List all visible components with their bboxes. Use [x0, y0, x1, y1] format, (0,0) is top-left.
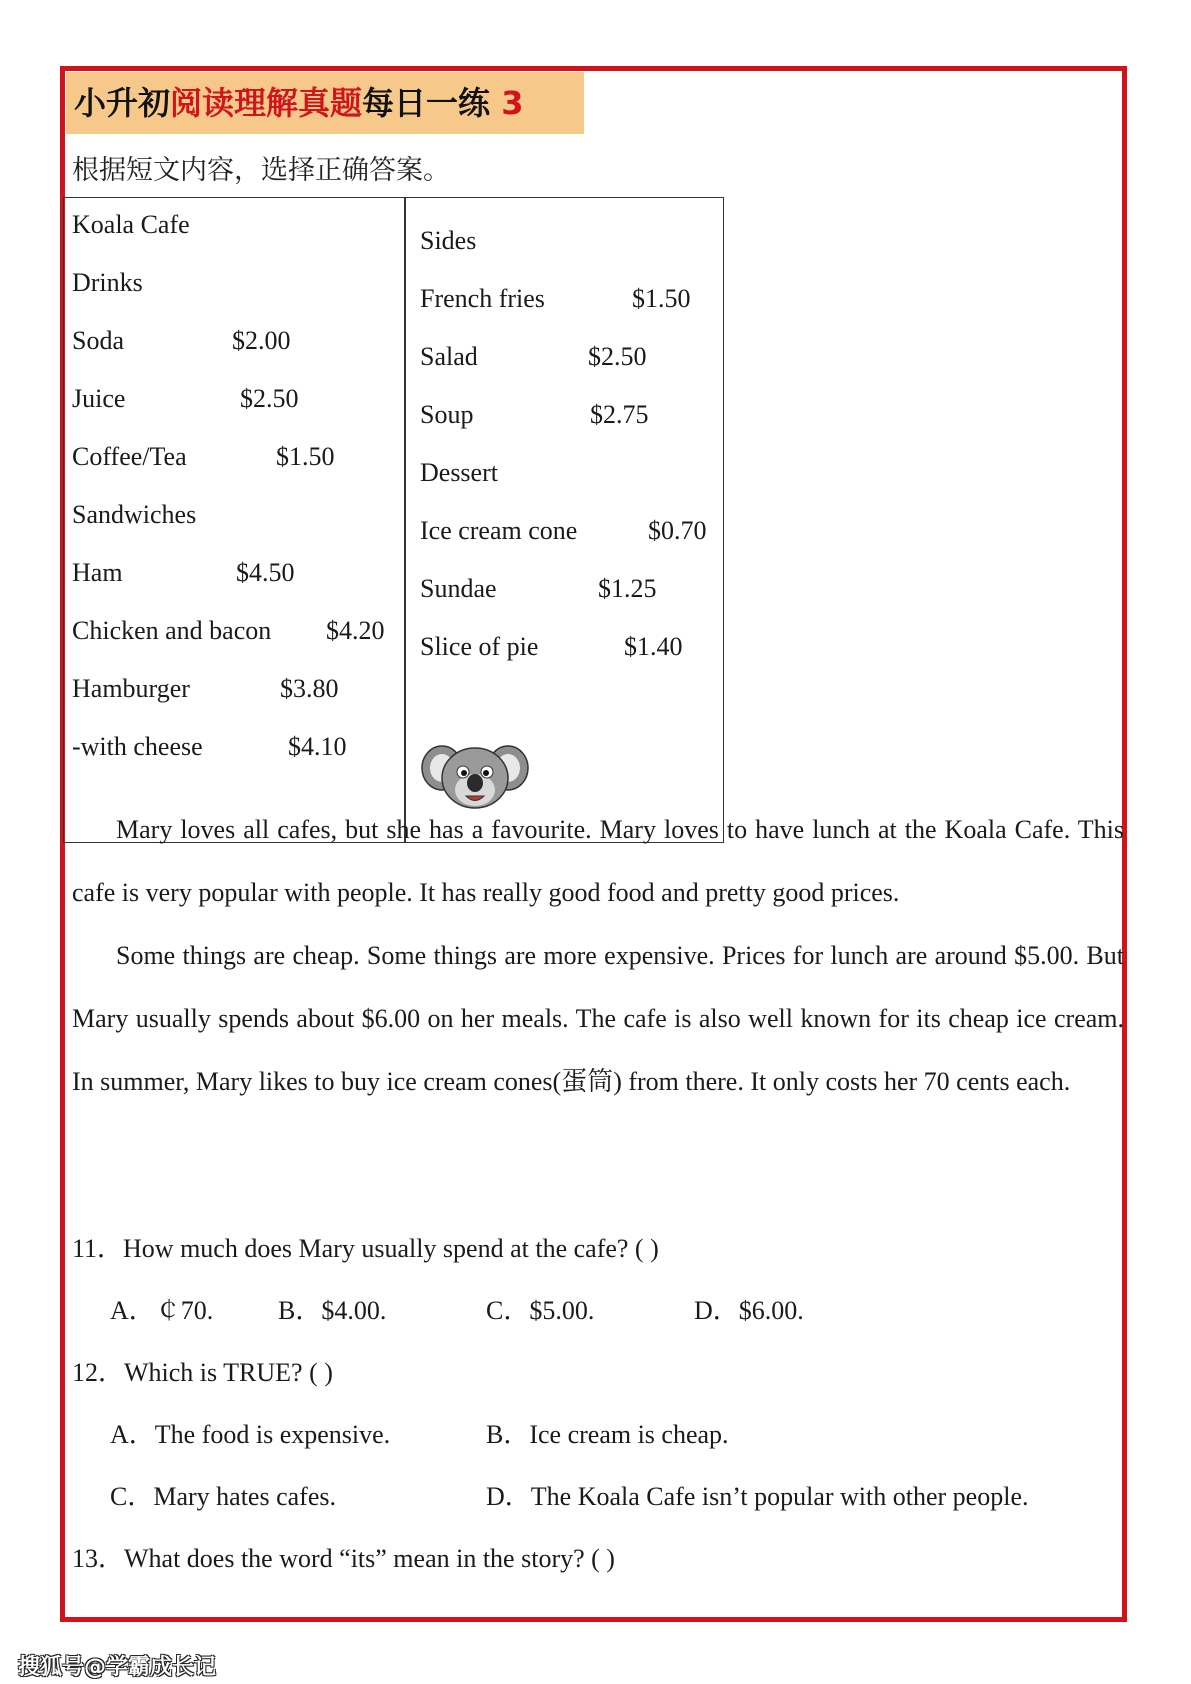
question-13: 13．What does the word “its” mean in the story? ( ) [72, 1544, 615, 1573]
question-11-option-d: D．$6.00. [694, 1296, 804, 1325]
menu-left-label-1: Drinks [72, 268, 143, 297]
watermark: 搜狐号@学霸成长记 [18, 1655, 217, 1680]
menu-left-label-6: Ham [72, 558, 123, 587]
menu-left-price-6: $4.50 [236, 558, 295, 587]
menu-right-label-3: Soup [420, 400, 474, 429]
menu-left-price-9: $4.10 [288, 732, 347, 761]
passage-paragraph-2: Some things are cheap. Some things are more expensive. Prices for lunch are around $5.00. But Mary usually spends about $6.00 on her meals. The cafe is also well known for its cheap ice cream. In summer, Mary likes to buy ice cream cones(蛋筒) from there. It only costs her 70 cents each. [72, 941, 1124, 1096]
menu-right-label-6: Sundae [420, 574, 497, 603]
menu-right-label-1: French fries [420, 284, 545, 313]
menu-left-label-0: Koala Cafe [72, 210, 190, 239]
menu-right-label-7: Slice of pie [420, 632, 539, 661]
menu-right-price-2: $2.50 [588, 342, 647, 371]
menu-left-price-7: $4.20 [326, 616, 385, 645]
menu-right-label-0: Sides [420, 226, 477, 255]
question-12-option-c: C．Mary hates cafes. [110, 1482, 336, 1511]
question-11: 11．How much does Mary usually spend at the cafe? ( ) [72, 1234, 659, 1263]
menu-right-label-4: Dessert [420, 458, 498, 487]
question-12-option-b: B．Ice cream is cheap. [486, 1420, 729, 1449]
menu-left-price-8: $3.80 [280, 674, 339, 703]
menu-right-price-6: $1.25 [598, 574, 657, 603]
menu-left-label-9: -with cheese [72, 732, 203, 761]
question-11-option-b: B．$4.00. [278, 1296, 387, 1325]
menu-left-label-8: Hamburger [72, 674, 190, 703]
menu-right-price-1: $1.50 [632, 284, 691, 313]
title-number: 3 [501, 84, 524, 122]
menu-table [63, 197, 724, 843]
menu-left-label-2: Soda [72, 326, 124, 355]
question-12: 12．Which is TRUE? ( ) [72, 1358, 333, 1387]
menu-right-price-5: $0.70 [648, 516, 707, 545]
title-part1: 小升初 [74, 84, 171, 122]
passage-paragraph-1: Mary loves all cafes, but she has a favourite. Mary loves to have lunch at the Koala Cafe. This cafe is very popular with people. It has really good food and pretty good prices. [72, 815, 1124, 907]
menu-left-label-5: Sandwiches [72, 500, 197, 529]
question-12-option-d: D．The Koala Cafe isn’t popular with other people. [486, 1482, 1029, 1511]
question-11-option-c: C．$5.00. [486, 1296, 595, 1325]
menu-right-label-5: Ice cream cone [420, 516, 578, 545]
instruction-text: 根据短文内容，选择正确答案。 [72, 155, 450, 186]
menu-left-label-3: Juice [72, 384, 126, 413]
question-11-option-a: A．￠70. [110, 1296, 214, 1325]
menu-right-label-2: Salad [420, 342, 478, 371]
menu-left-label-7: Chicken and bacon [72, 616, 272, 645]
menu-divider [404, 198, 406, 842]
menu-left-price-2: $2.00 [232, 326, 291, 355]
menu-right-price-3: $2.75 [590, 400, 649, 429]
page-title [66, 72, 584, 134]
question-12-option-a: A．The food is expensive. [110, 1420, 391, 1449]
menu-right-price-7: $1.40 [624, 632, 683, 661]
menu-left-price-4: $1.50 [276, 442, 335, 471]
menu-left-label-4: Coffee/Tea [72, 442, 187, 471]
title-part2: 阅读理解真题 [170, 84, 363, 122]
title-part3: 每日一练 [362, 84, 491, 122]
menu-left-price-3: $2.50 [240, 384, 299, 413]
